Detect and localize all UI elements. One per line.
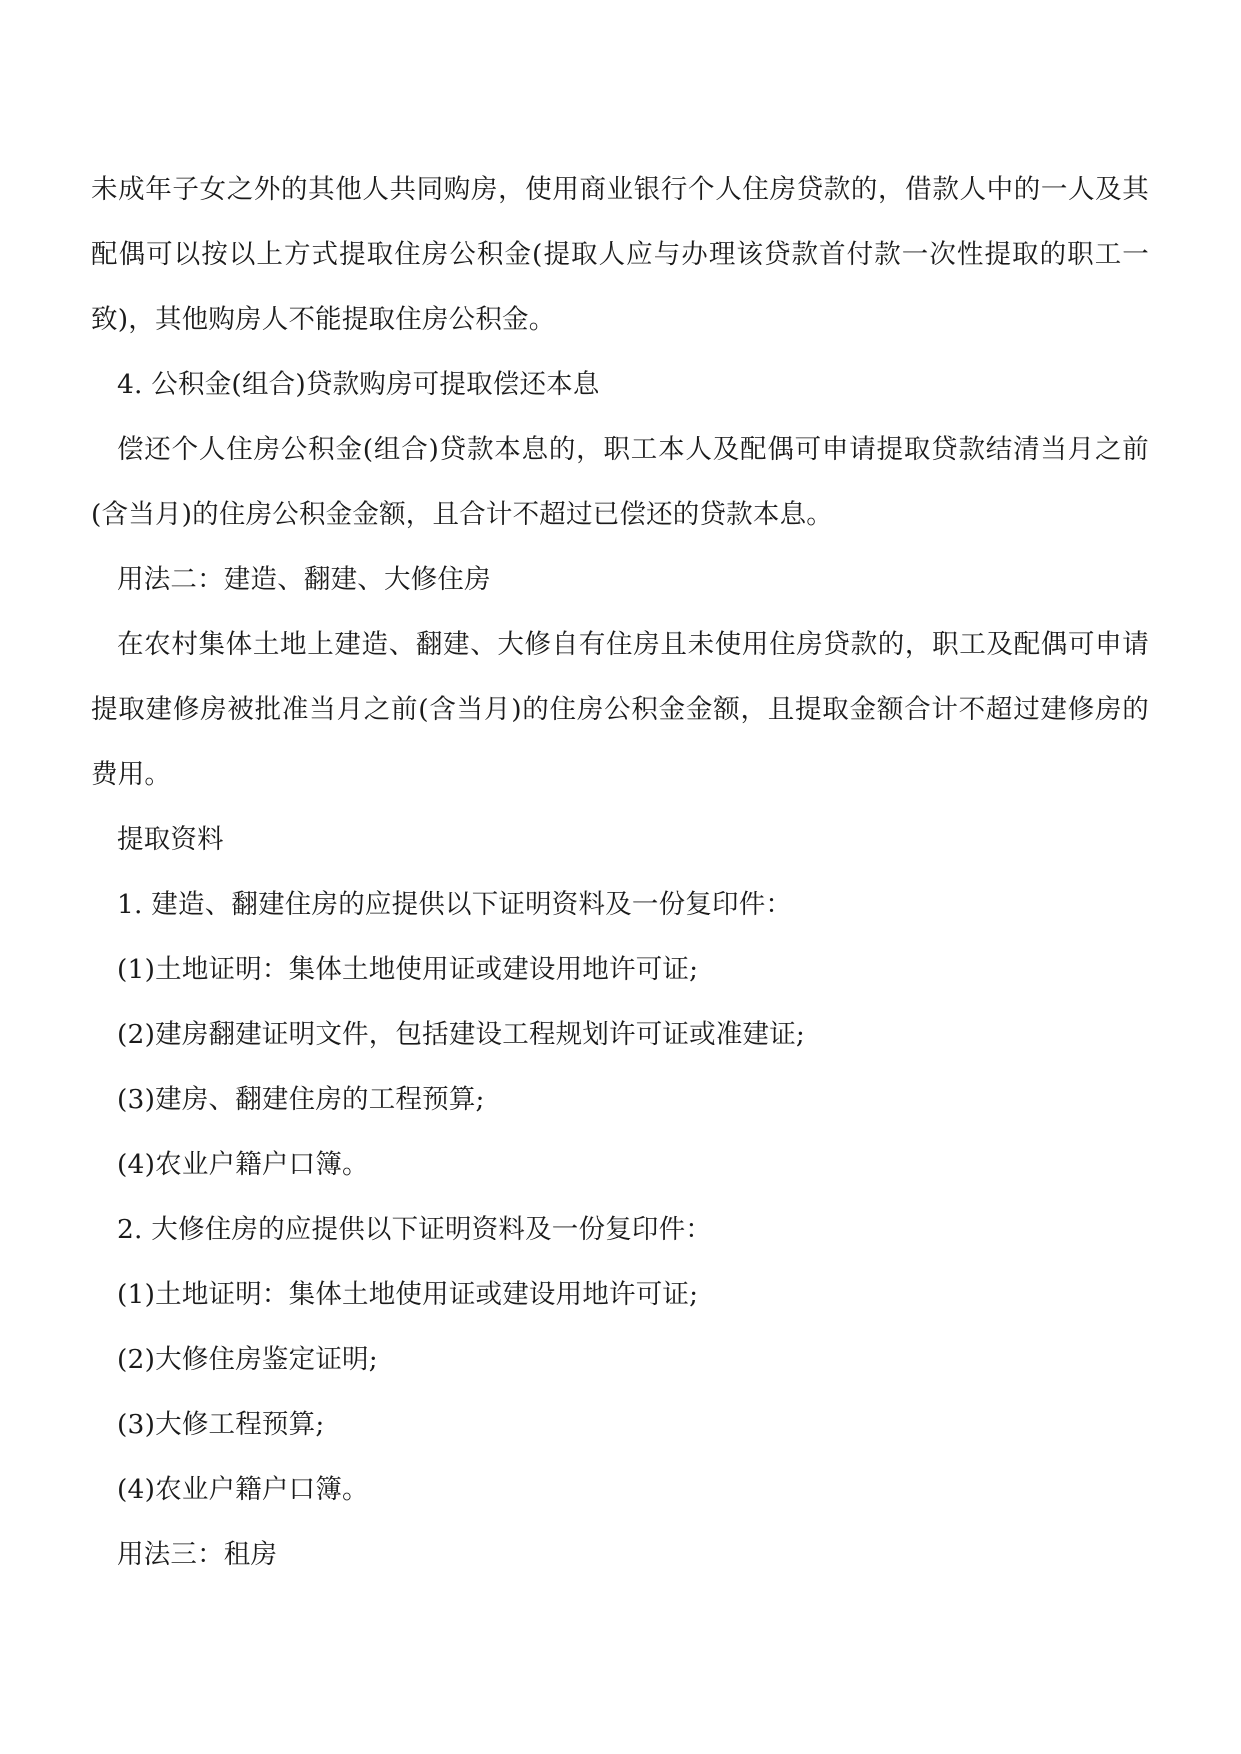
text-line: (2)大修住房鉴定证明;	[117, 1344, 378, 1375]
text-line: (3)大修工程预算;	[117, 1409, 325, 1440]
text-line: (含当月)的住房公积金金额，且合计不超过已偿还的贷款本息。	[91, 499, 833, 530]
text-line: 配偶可以按以上方式提取住房公积金(提取人应与办理该贷款首付款一次性提取的职工一	[91, 239, 1149, 270]
list-item	[91, 1327, 1149, 1392]
text-line: (4)农业户籍户口簿。	[117, 1474, 369, 1505]
text-line: 未成年子女之外的其他人共同购房，使用商业银行个人住房贷款的，借款人中的一人及其	[91, 174, 1149, 205]
list-item	[91, 1392, 1149, 1457]
text-line: (2)建房翻建证明文件，包括建设工程规划许可证或准建证;	[117, 1019, 806, 1050]
text-line: (1)土地证明：集体土地使用证或建设用地许可证;	[117, 954, 699, 985]
text-line: 用法三：租房	[117, 1539, 278, 1570]
list-item	[91, 1457, 1149, 1522]
heading-loan-repayment	[91, 352, 1149, 417]
document-body	[91, 157, 1149, 1587]
paragraph-loan-repayment	[91, 417, 1149, 547]
list-item	[91, 1002, 1149, 1067]
list-heading-major-repair	[91, 1197, 1149, 1262]
text-line: 致)，其他购房人不能提取住房公积金。	[91, 304, 556, 335]
text-line: 提取建修房被批准当月之前(含当月)的住房公积金金额，且提取金额合计不超过建修房的	[91, 694, 1149, 725]
heading-usage-two	[91, 547, 1149, 612]
list-item	[91, 937, 1149, 1002]
text-line: 4. 公积金(组合)贷款购房可提取偿还本息	[117, 369, 600, 400]
text-line: 偿还个人住房公积金(组合)贷款本息的，职工本人及配偶可申请提取贷款结清当月之前	[117, 434, 1149, 465]
list-item	[91, 1067, 1149, 1132]
list-heading-construction	[91, 872, 1149, 937]
text-line: (4)农业户籍户口簿。	[117, 1149, 369, 1180]
heading-required-materials	[91, 807, 1149, 872]
text-line: (1)土地证明：集体土地使用证或建设用地许可证;	[117, 1279, 699, 1310]
list-item	[91, 1262, 1149, 1327]
text-line: 1. 建造、翻建住房的应提供以下证明资料及一份复印件：	[117, 889, 793, 920]
text-line: 在农村集体土地上建造、翻建、大修自有住房且未使用住房贷款的，职工及配偶可申请	[117, 629, 1149, 660]
text-line: 提取资料	[117, 824, 224, 855]
text-line: (3)建房、翻建住房的工程预算;	[117, 1084, 485, 1115]
text-line: 用法二：建造、翻建、大修住房	[117, 564, 491, 595]
heading-usage-three	[91, 1522, 1149, 1587]
list-item	[91, 1132, 1149, 1197]
text-line: 2. 大修住房的应提供以下证明资料及一份复印件：	[117, 1214, 713, 1245]
paragraph-rural-construction	[91, 612, 1149, 807]
paragraph-joint-purchase	[91, 157, 1149, 352]
text-line: 费用。	[91, 759, 172, 790]
